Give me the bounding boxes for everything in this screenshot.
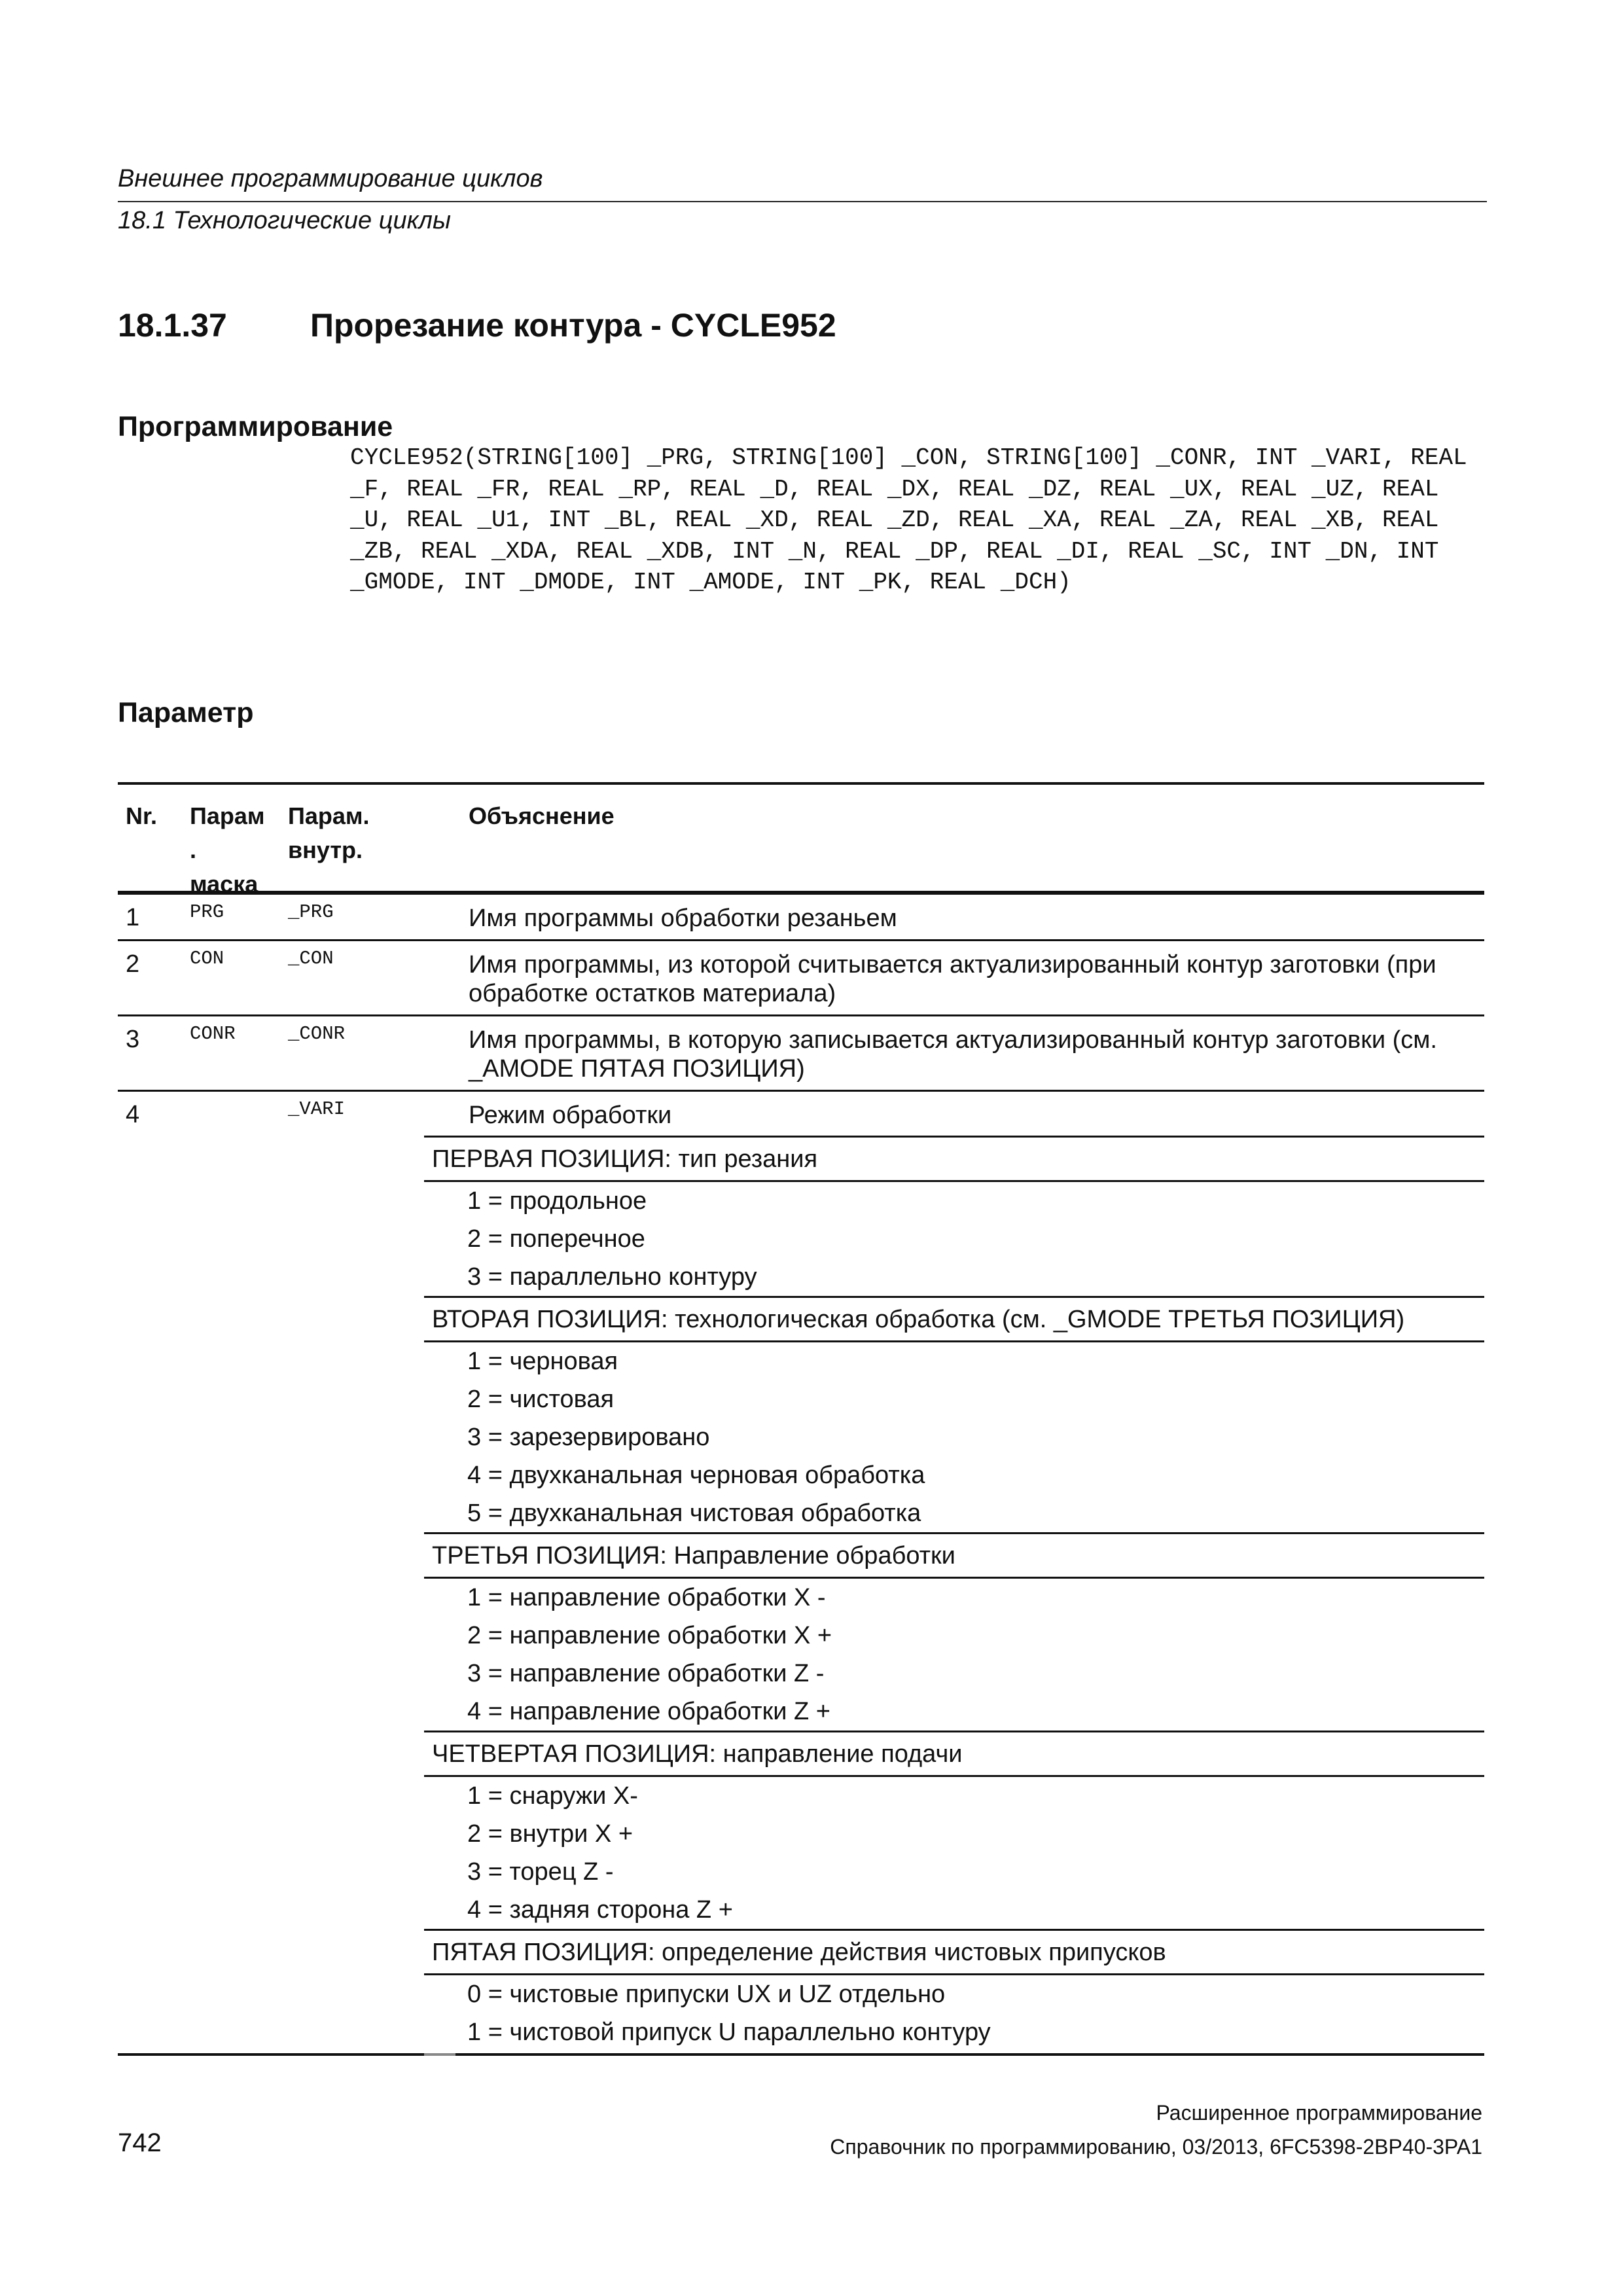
syntax-block: CYCLE952(STRING[100] _PRG, STRING[100] _CON, STRING[100] _CONR, INT _VARI, REAL _F, REAL _FR, REAL _RP, REAL _D, REAL _DX, REAL _DZ, REAL _UX, REAL _UZ, REAL _U, REAL _U1, INT _BL, REAL _XD, REAL _ZD, REAL _XA, REAL _ZA, REAL _XB, REAL _ZB, REAL _XDA, REAL _XDB, INT _N, REAL _DP, REAL _DI, REAL _SC, INT _DN, INT _GMODE, INT _DMODE, INT _AMODE, INT _PK, REAL _DCH) xyxy=(350,444,1482,596)
section-number: 18.1.37 xyxy=(118,307,227,344)
position-title: ЧЕТВЕРТАЯ ПОЗИЦИЯ: направление подачи xyxy=(424,1731,1484,1777)
header-rule xyxy=(118,201,1487,202)
col-header-explanation: Объяснение xyxy=(469,802,615,829)
position-title: ВТОРАЯ ПОЗИЦИЯ: технологическая обработка (см. _GMODE ТРЕТЬЯ ПОЗИЦИЯ) xyxy=(424,1296,1484,1342)
row-explanation: Имя программы, в которую записывается актуализированный контур заготовки (см. _AMODE ПЯТАЯ ПОЗИЦИЯ) xyxy=(469,1026,1437,1083)
position-value: 3 = направление обработки Z - xyxy=(467,1660,825,1687)
position-block-2 xyxy=(424,1296,1484,1534)
table-row xyxy=(118,895,1484,941)
position-title: ПЕРВАЯ ПОЗИЦИЯ: тип резания xyxy=(424,1136,1484,1182)
position-block-4 xyxy=(424,1731,1484,1931)
row-internal-param: _VARI xyxy=(288,1098,346,1120)
position-value: 1 = продольное xyxy=(467,1187,647,1215)
section-title: Прорезание контура - CYCLE952 xyxy=(310,307,836,344)
col-header-mask: Парам . маска xyxy=(190,802,265,897)
footer-book-reference: Справочник по программированию, 03/2013, 6FC5398-2BP40-3PA1 xyxy=(830,2135,1482,2159)
row-mask-param: PRG xyxy=(190,901,224,923)
row-nr: 1 xyxy=(126,904,140,931)
position-value: 4 = двухканальная черновая обработка xyxy=(467,1462,925,1489)
parameter-heading: Параметр xyxy=(118,697,254,728)
row-explanation: Имя программы обработки резаньем xyxy=(469,905,897,932)
col-header-internal: Парам. внутр. xyxy=(288,802,370,863)
row-internal-param: _CONR xyxy=(288,1023,346,1045)
position-value: 1 = снаружи X- xyxy=(467,1782,638,1810)
footer-book-title: Расширенное программирование xyxy=(1156,2101,1482,2125)
position-title: ПЯТАЯ ПОЗИЦИЯ: определение действия чистовых припусков xyxy=(424,1929,1484,1975)
position-value: 3 = зарезервировано xyxy=(467,1424,710,1451)
table-row-vari xyxy=(118,1092,1484,2053)
row-mask-param: CON xyxy=(190,948,224,969)
position-value: 2 = направление обработки X + xyxy=(467,1622,832,1649)
position-title: ТРЕТЬЯ ПОЗИЦИЯ: Направление обработки xyxy=(424,1532,1484,1579)
position-value: 1 = чистовой припуск U параллельно контуру xyxy=(467,2018,991,2046)
row-explanation: Имя программы, из которой считывается актуализированный контур заготовки (при обработке остатков материала) xyxy=(469,951,1436,1007)
position-value: 2 = поперечное xyxy=(467,1225,645,1253)
position-value: 3 = параллельно контуру xyxy=(467,1263,757,1291)
programming-heading: Программирование xyxy=(118,411,393,442)
running-header-section: 18.1 Технологические циклы xyxy=(118,207,451,234)
position-block-3 xyxy=(424,1532,1484,1732)
table-rule-segment xyxy=(424,2053,455,2056)
position-value: 5 = двухканальная чистовая обработка xyxy=(467,1499,921,1527)
row-nr: 4 xyxy=(126,1101,140,1128)
position-value: 0 = чистовые припуски UX и UZ отдельно xyxy=(467,1981,946,2008)
parameter-table xyxy=(118,782,1484,2056)
running-header-chapter: Внешнее программирование циклов xyxy=(118,165,543,192)
position-block-5 xyxy=(424,1929,1484,2053)
table-header xyxy=(118,782,1484,895)
row-internal-param: _CON xyxy=(288,948,334,969)
row-nr: 3 xyxy=(126,1026,140,1053)
row-nr: 2 xyxy=(126,950,140,978)
row-mask-param: CONR xyxy=(190,1023,236,1045)
position-value: 2 = внутри X + xyxy=(467,1820,633,1848)
col-header-nr: Nr. xyxy=(126,802,158,829)
position-value: 2 = чистовая xyxy=(467,1386,615,1413)
row-explanation: Режим обработки xyxy=(469,1102,672,1129)
table-row xyxy=(118,1016,1484,1092)
table-bottom-rule xyxy=(118,2053,1484,2056)
position-value: 4 = задняя сторона Z + xyxy=(467,1896,733,1924)
row-internal-param: _PRG xyxy=(288,901,334,923)
position-value: 1 = направление обработки X - xyxy=(467,1584,826,1611)
position-value: 4 = направление обработки Z + xyxy=(467,1698,830,1725)
page-number: 742 xyxy=(118,2128,162,2157)
position-value: 1 = черновая xyxy=(467,1348,618,1375)
position-block-1 xyxy=(424,1136,1484,1298)
table-row xyxy=(118,941,1484,1016)
position-value: 3 = торец Z - xyxy=(467,1858,614,1886)
